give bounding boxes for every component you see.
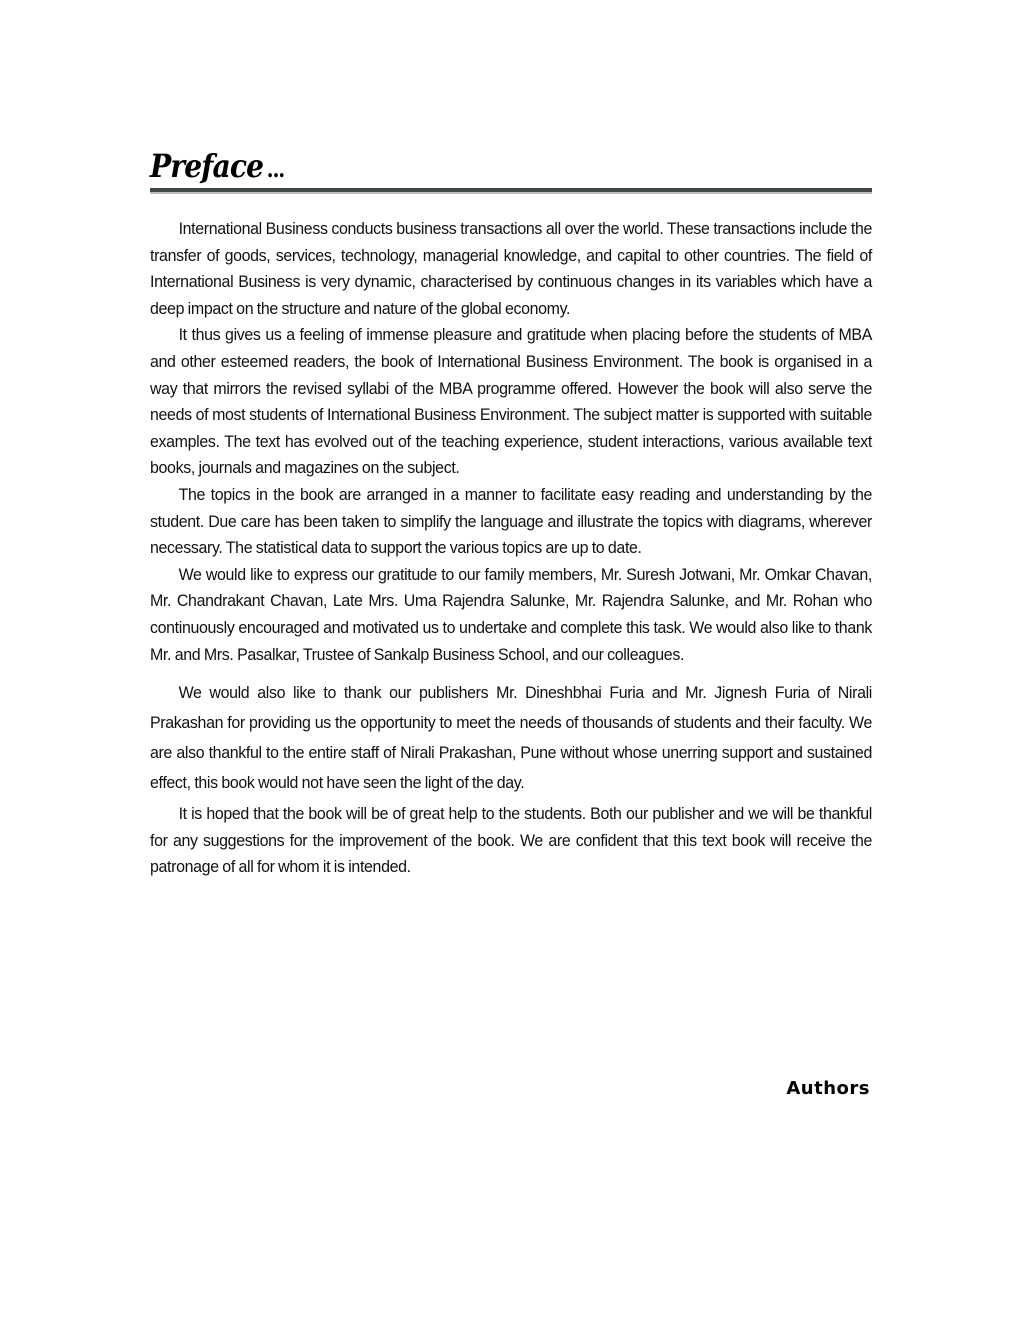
paragraph-purpose: It thus gives us a feeling of immense pleasure and gratitude when placing before the students of MBA and other esteemed readers, the book of International Business Environment. The book is organised in a way that mirrors the revised syllabi of the MBA programme offered. However the book will also serve the needs of most students of International Business Environment. The subject matter is supported with suitable examples. The text has evolved out of the teaching experience, student interactions, various available text books, journals and magazines on the subject. <box>150 326 873 478</box>
paragraph-publisher-thanks: We would also like to thank our publishers Mr. Dineshbhai Furia and Mr. Jignesh Furia of Nirali Prakashan for providing us the opportunity to meet the needs of thousands of students and their faculty. We are also thankful to the entire staff of Nirali Prakashan, Pune without whose unerring support and sustained effect, this book would not have seen the light of the day. <box>150 684 873 793</box>
authors-signature: Authors <box>786 1078 870 1099</box>
title-text: Preface <box>150 147 264 185</box>
paragraph-topics: The topics in the book are arranged in a manner to facilitate easy reading and understanding by the student. Due care has been taken to simplify the language and illustrate the topics with diagrams, wherever necessary. The statistical data to support the various topics are up to date. <box>150 485 873 558</box>
title-divider <box>150 188 872 192</box>
title-ellipsis: ... <box>266 157 285 183</box>
paragraph-family-thanks: We would like to express our gratitude to our family members, Mr. Suresh Jotwani, Mr. Omkar Chavan, Mr. Chandrakant Chavan, Late Mrs. Uma Rajendra Salunke, Mr. Rajendra Salunke, and Mr. Rohan who continuously encouraged and motivated us to undertake and complete this task. We would also like to thank Mr. and Mrs. Pasalkar, Trustee of Sankalp Business School, and our colleagues. <box>150 565 873 664</box>
paragraph-closing: It is hoped that the book will be of great help to the students. Both our publisher and we will be thankful for any suggestions for the improvement of the book. We are confident that this text book will receive the patronage of all for whom it is intended. <box>150 805 873 877</box>
paragraph-intro: International Business conducts business transactions all over the world. These transactions include the transfer of goods, services, technology, managerial knowledge, and capital to other countries. The field of International Business is very dynamic, characterised by continuous changes in its variables which have a deep impact on the structure and nature of the global economy. <box>150 220 873 318</box>
page-title <box>150 148 785 186</box>
preface-page <box>150 148 872 881</box>
preface-body <box>150 216 872 881</box>
